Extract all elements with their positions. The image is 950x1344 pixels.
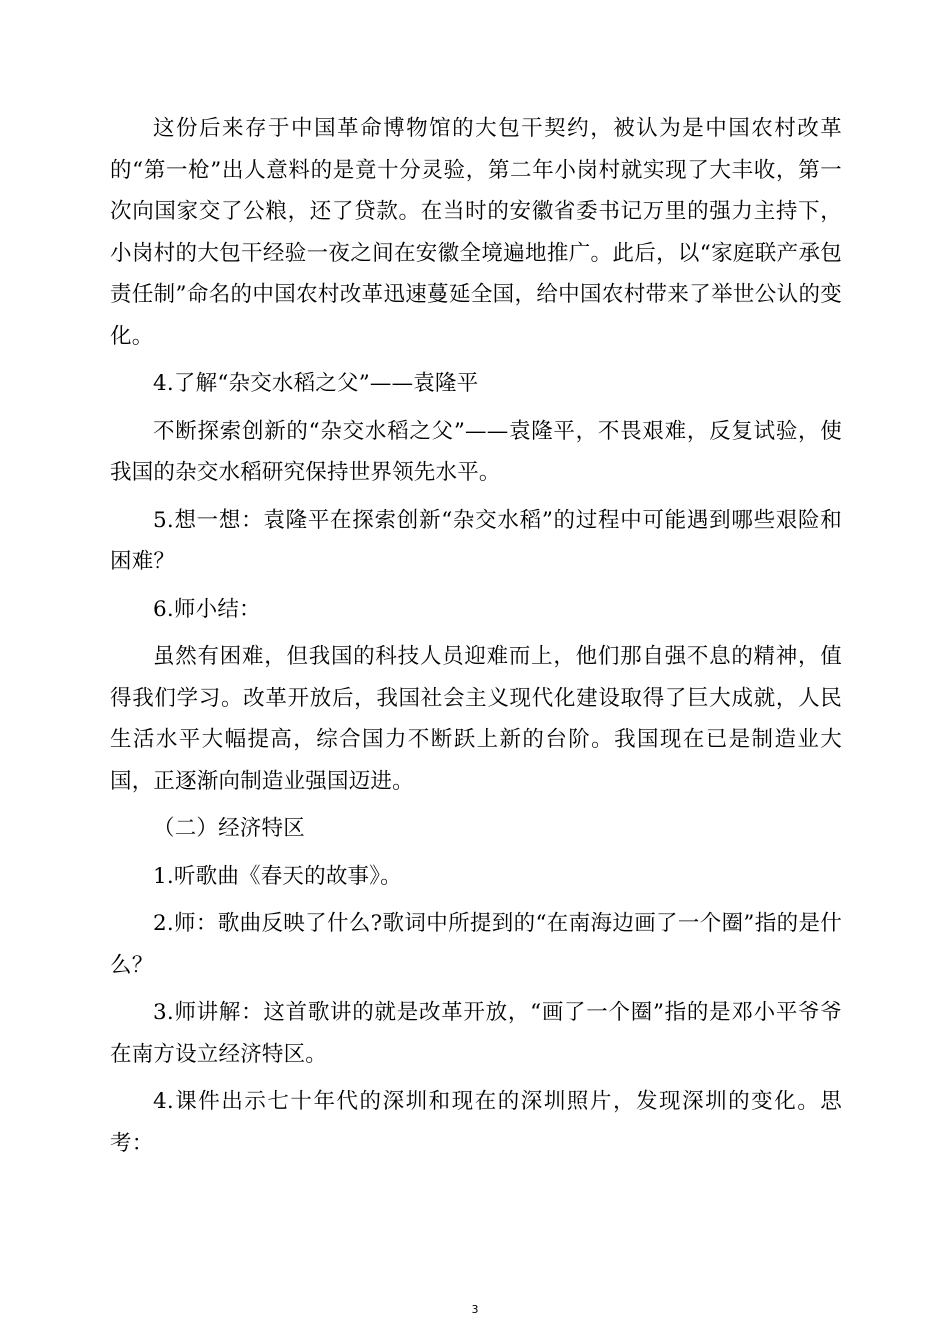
item-teacher-explain: 3.师讲解：这首歌讲的就是改革开放，“画了一个圈”指的是邓小平爷爷在南方设立经济特区。: [110, 1000, 842, 1067]
item-listen-song: 1.听歌曲《春天的故事》。: [153, 863, 402, 889]
heading-yuan-longping: 4.了解“杂交水稻之父”——袁隆平: [153, 371, 479, 396]
heading-summary: 6.师小结：: [153, 596, 261, 622]
question-think: 5.想一想：袁隆平在探索创新“杂交水稻”的过程中可能遇到哪些艰险和困难？: [110, 507, 842, 574]
item-shenzhen-photos: 4.课件出示七十年代的深圳和现在的深圳照片，发现深圳的变化。思考：: [110, 1089, 842, 1156]
item-teacher-question: 2.师：歌曲反映了什么?歌词中所提到的“在南海边画了一个圈”指的是什么？: [110, 911, 842, 978]
page-number: 3: [471, 1303, 479, 1316]
paragraph-summary: 虽然有困难，但我国的科技人员迎难而上，他们那自强不息的精神，值得我们学习。改革开放后，我国社会主义现代化建设取得了巨大成就，人民生活水平大幅提高，综合国力不断跃上新的台阶。我国现在已是制造业大国，正逐渐向制造业强国迈进。: [110, 644, 842, 794]
document-body: [110, 108, 842, 1170]
section-heading-special-zone: （二）经济特区: [153, 816, 305, 841]
paragraph-yuan-longping: 不断探索创新的“杂交水稻之父”——袁隆平，不畏艰难，反复试验，使我国的杂交水稻研究保持世界领先水平。: [110, 418, 842, 485]
paragraph-contract: 这份后来存于中国革命博物馆的大包干契约，被认为是中国农村改革的“第一枪”出人意料的是竟十分灵验，第二年小岗村就实现了大丰收，第一次向国家交了公粮，还了贷款。在当时的安徽省委书记万里的强力主持下，小岗村的大包干经验一夜之间在安徽全境遍地推广。此后，以“家庭联产承包责任制”命名的中国农村改革迅速蔓延全国，给中国农村带来了举世公认的变化。: [110, 116, 842, 349]
